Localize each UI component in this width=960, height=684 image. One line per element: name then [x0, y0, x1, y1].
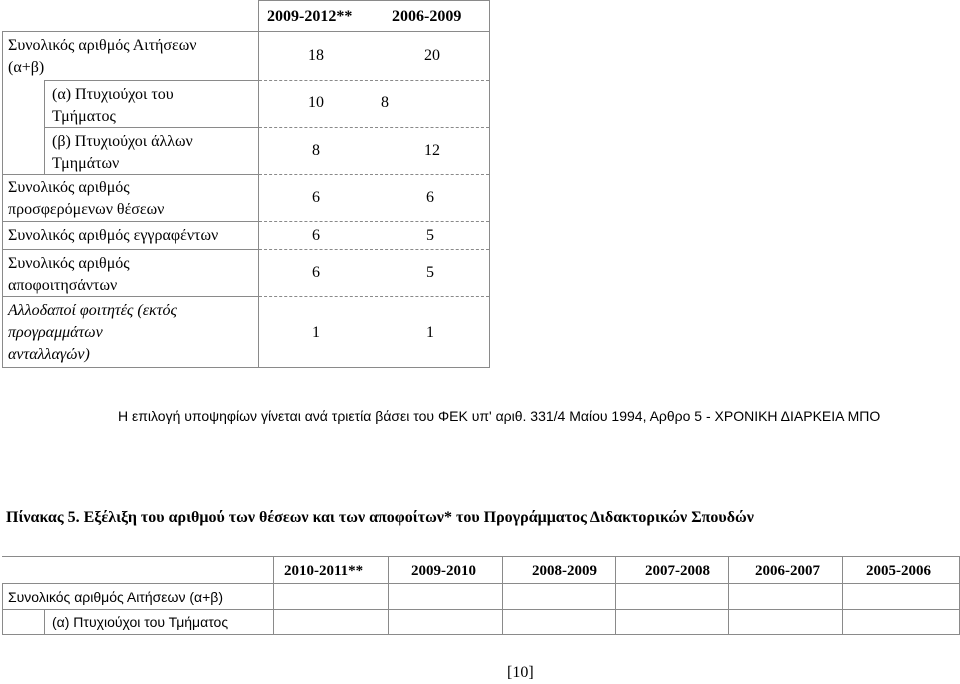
table4-cell: 6	[312, 189, 320, 206]
table4-row-label: (β) Πτυχιούχοι άλλων Τμημάτων	[52, 133, 193, 172]
table4-cell: 18	[308, 47, 324, 64]
table4-cell: 5	[426, 227, 434, 244]
table5-header-col: 2010-2011**	[284, 563, 364, 579]
table4-row-label: (α) Πτυχιούχοι του Τμήματος	[52, 86, 174, 125]
table4-row-label: Αλλοδαποί φοιτητές (εκτός προγραμμάτων ανταλλαγών)	[8, 302, 177, 363]
table5-caption: Πίνακας 5. Εξέλιξη του αριθμού των θέσεων και των αποφοίτων* του Προγράμματος Διδακτορικών Σπουδών	[6, 509, 754, 526]
table4-row-label: Συνολικός αριθμός Αιτήσεων (α+β)	[8, 37, 197, 76]
table4-cell: 10	[308, 94, 324, 111]
table4-cell: 5	[426, 264, 434, 281]
selection-note: Η επιλογή υποψηφίων γίνεται ανά τριετία βάσει του ΦΕΚ υπ' αριθ. 331/4 Μαίου 1994, Αρθρο 5 - ΧΡΟΝΙΚΗ ΔΙΑΡΚΕΙΑ ΜΠΟ	[118, 408, 881, 424]
table4-cell: 8	[312, 142, 320, 159]
table5-header-col: 2009-2010	[411, 563, 476, 579]
table5-header-col: 2008-2009	[532, 563, 597, 579]
table4-cell: 12	[424, 142, 440, 159]
table4-cell: 6	[312, 264, 320, 281]
table4-row-label: Συνολικός αριθμός εγγραφέντων	[8, 227, 219, 244]
table5-header-col: 2006-2007	[755, 563, 820, 579]
table5-header-col: 2007-2008	[645, 563, 710, 579]
table4-cell: 20	[424, 47, 440, 64]
table4-row-label: Συνολικός αριθμός προσφερόμενων θέσεων	[8, 179, 165, 218]
table5-row-label: (α) Πτυχιούχοι του Τμήματος	[52, 614, 229, 630]
table4-cell: 1	[426, 324, 434, 341]
table4-cell: 8	[381, 94, 389, 111]
table5-row-label: Συνολικός αριθμός Αιτήσεων (α+β)	[8, 589, 223, 605]
table4-header-col1: 2009-2012**	[267, 8, 353, 25]
table4-header-col2: 2006-2009	[392, 8, 462, 25]
table5-header-col: 2005-2006	[866, 563, 931, 579]
table4-cell: 6	[426, 189, 434, 206]
table4-row-label: Συνολικός αριθμός αποφοιτησάντων	[8, 255, 130, 294]
table4-cell: 6	[312, 227, 320, 244]
page-number: [10]	[507, 664, 534, 681]
table4-cell: 1	[312, 324, 320, 341]
